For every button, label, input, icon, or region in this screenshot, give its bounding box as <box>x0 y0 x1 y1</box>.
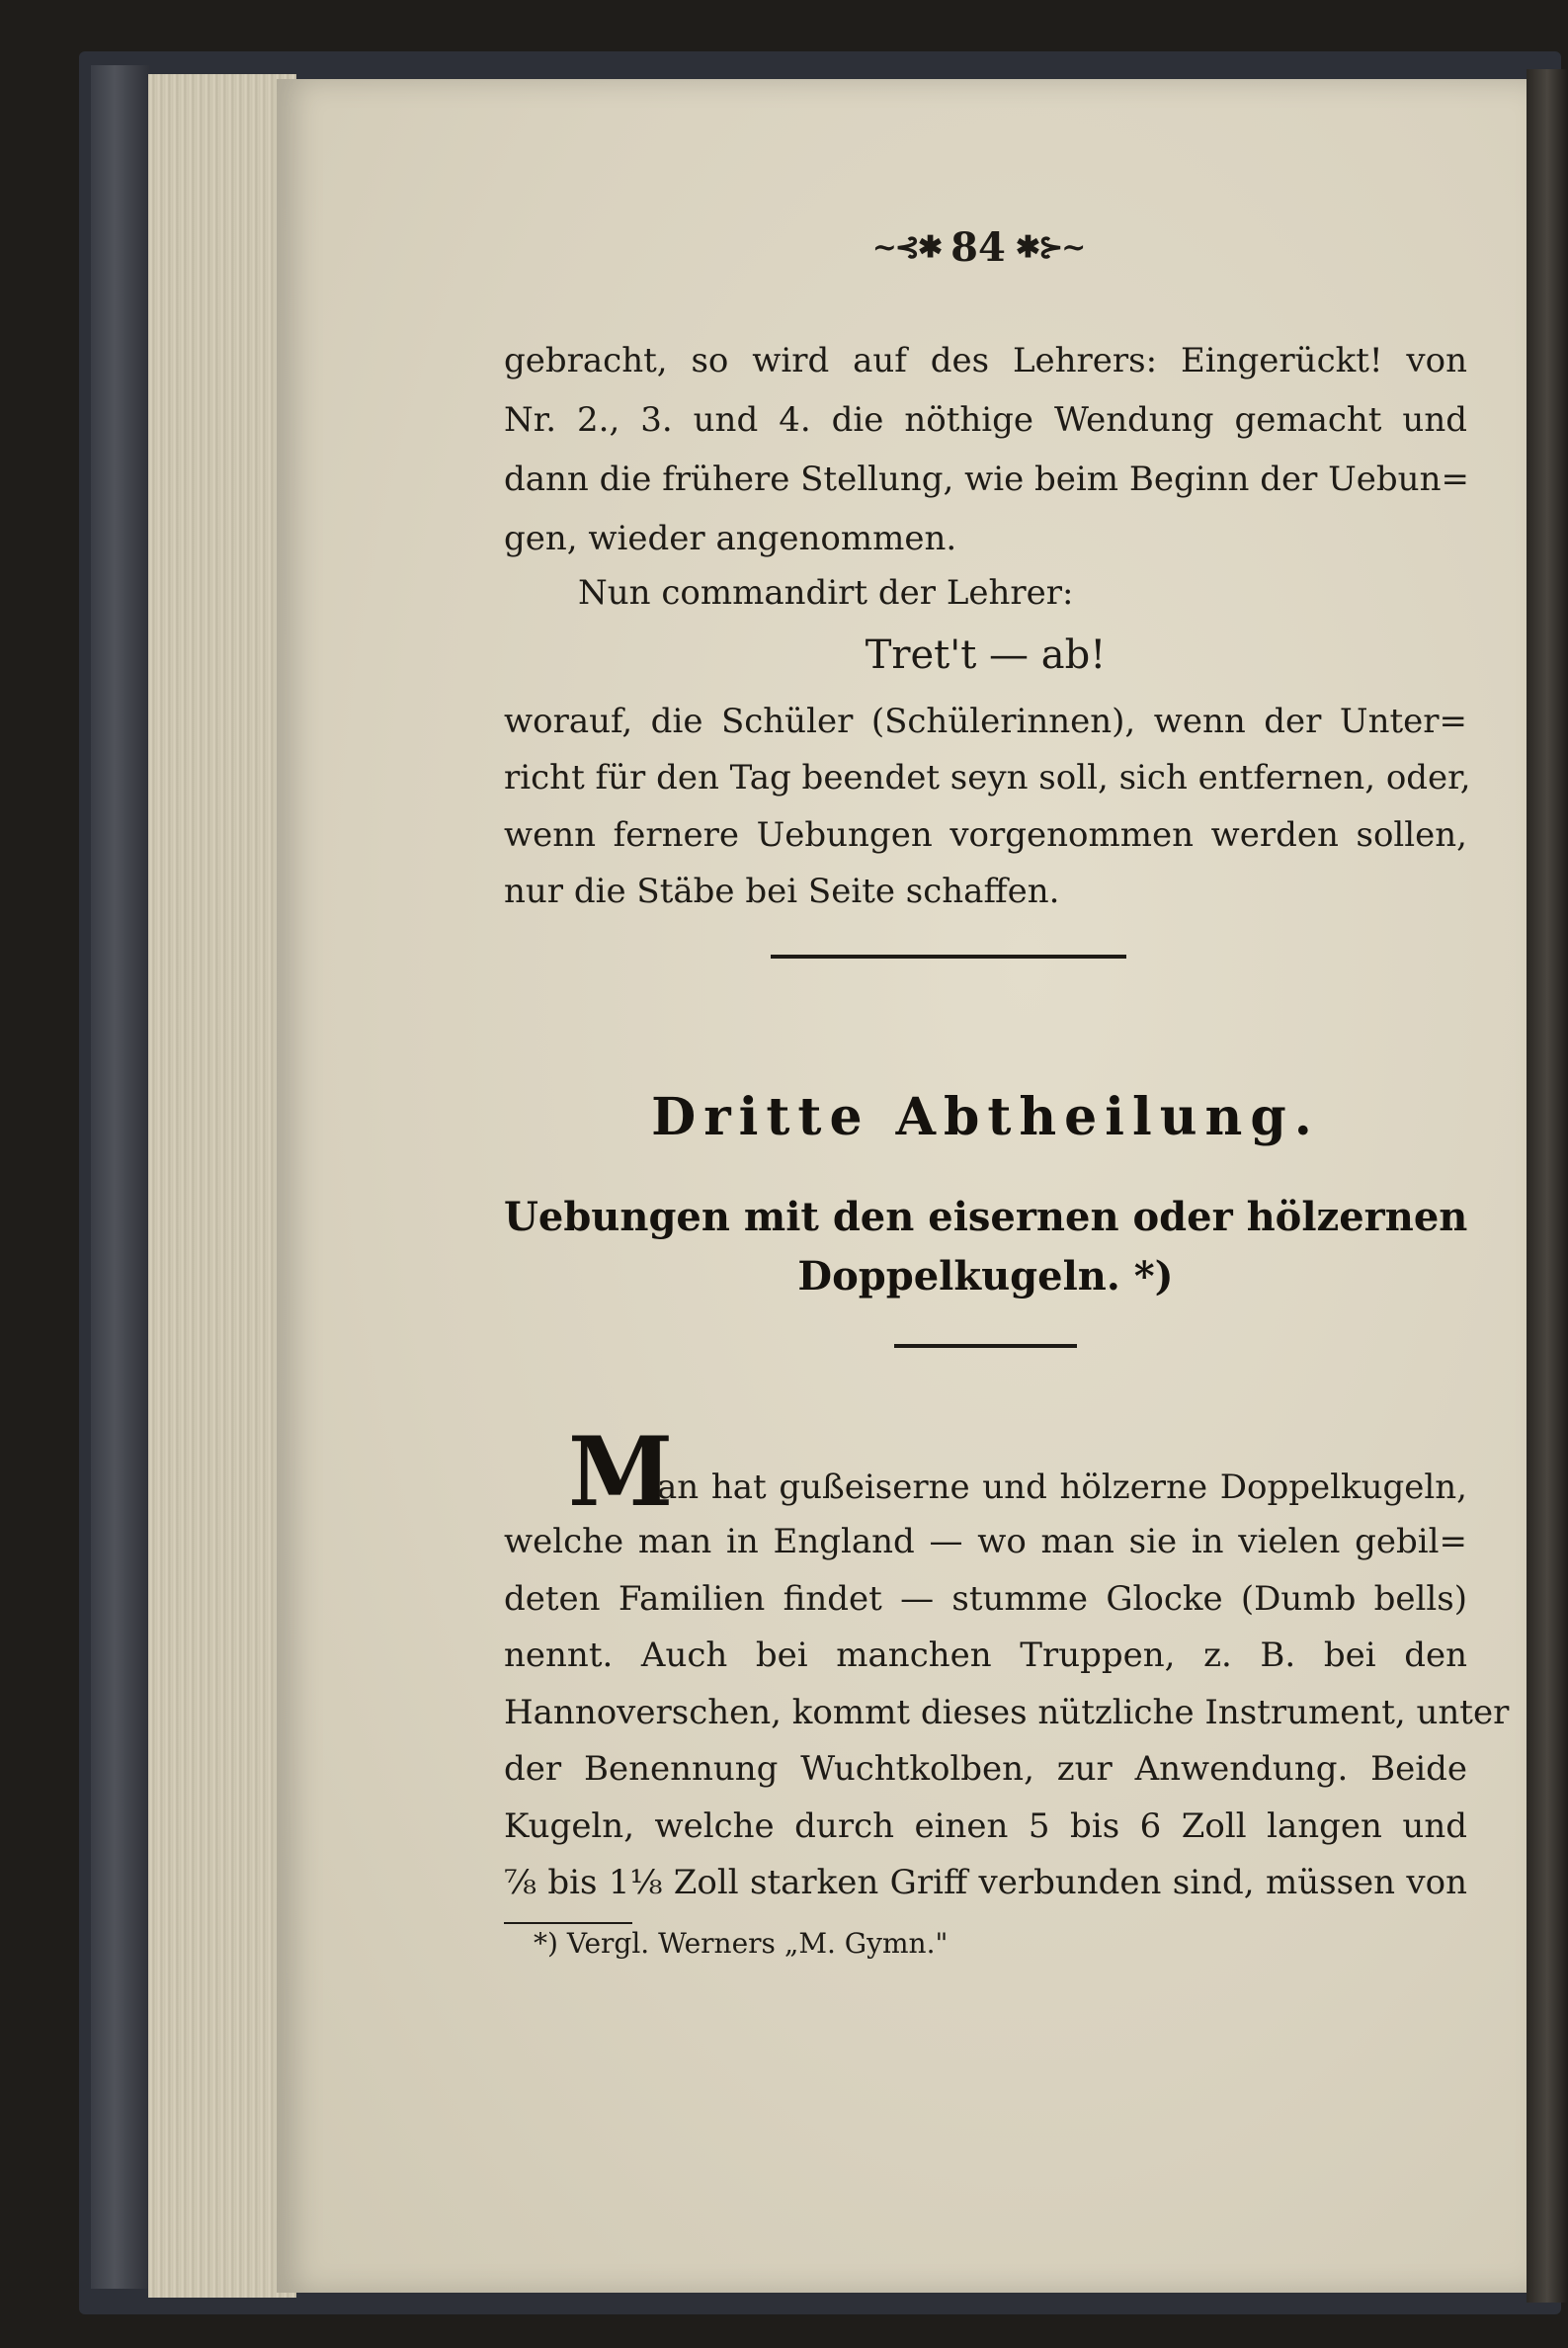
text-line: deten Familien findet — stumme Glocke (Dumb bells) <box>504 1579 1467 1619</box>
ornament-left-icon: ~⊰✱ <box>871 229 942 265</box>
command-text: Tret't — ab! <box>865 632 1107 678</box>
footnote-rule <box>504 1922 632 1924</box>
text-line: Kugeln, welche durch einen 5 bis 6 Zoll langen und <box>504 1806 1467 1846</box>
section-title: Dritte Abtheilung. <box>651 1087 1320 1147</box>
ornament-right-icon: ✱⊱~ <box>1015 229 1085 265</box>
text-line: dann die frühere Stellung, wie beim Beginn der Uebun= <box>504 460 1469 499</box>
text-line: nennt. Auch bei manchen Truppen, z. B. bei den <box>504 1635 1467 1675</box>
text-line: richt für den Tag beendet seyn soll, sich entfernen, oder, <box>504 758 1471 797</box>
text-line: worauf, die Schüler (Schülerinnen), wenn der Unter= <box>504 702 1467 741</box>
page-number: 84 <box>950 223 1006 271</box>
text-line: wenn fernere Uebungen vorgenommen werden sollen, <box>504 815 1467 855</box>
text-line: nur die Stäbe bei Seite schaffen. <box>504 872 1060 911</box>
text-line: Hannoverschen, kommt dieses nützliche Instrument, unter <box>504 1693 1510 1732</box>
divider-rule <box>771 955 1126 959</box>
book-spine <box>91 65 150 2289</box>
section-subtitle: Uebungen mit den eisernen oder hölzernen <box>504 1194 1468 1240</box>
page-edges <box>148 74 296 2298</box>
text-line: Nun commandirt der Lehrer: <box>578 573 1074 613</box>
section-subtitle-2: Doppelkugeln. *) <box>797 1253 1174 1300</box>
drop-cap: M <box>568 1416 674 1528</box>
divider-rule-short <box>894 1344 1077 1348</box>
text-line: Nr. 2., 3. und 4. die nöthige Wendung gemacht und <box>504 400 1467 440</box>
text-line: ⅞ bis 1⅛ Zoll starken Griff verbunden sind, müssen von <box>504 1863 1467 1902</box>
footnote: *) Vergl. Werners „M. Gymn." <box>534 1927 949 1960</box>
text-line: welche man in England — wo man sie in vielen gebil= <box>504 1522 1467 1561</box>
text-line: gen, wieder angenommen. <box>504 519 957 558</box>
text-line: an hat gußeiserne und hölzerne Doppelkugeln, <box>657 1468 1467 1507</box>
book-gutter <box>1527 69 1568 2303</box>
page-header <box>840 225 1116 269</box>
text-line: der Benennung Wuchtkolben, zur Anwendung. Beide <box>504 1749 1467 1789</box>
text-line: gebracht, so wird auf des Lehrers: Eingerückt! von <box>504 341 1467 380</box>
